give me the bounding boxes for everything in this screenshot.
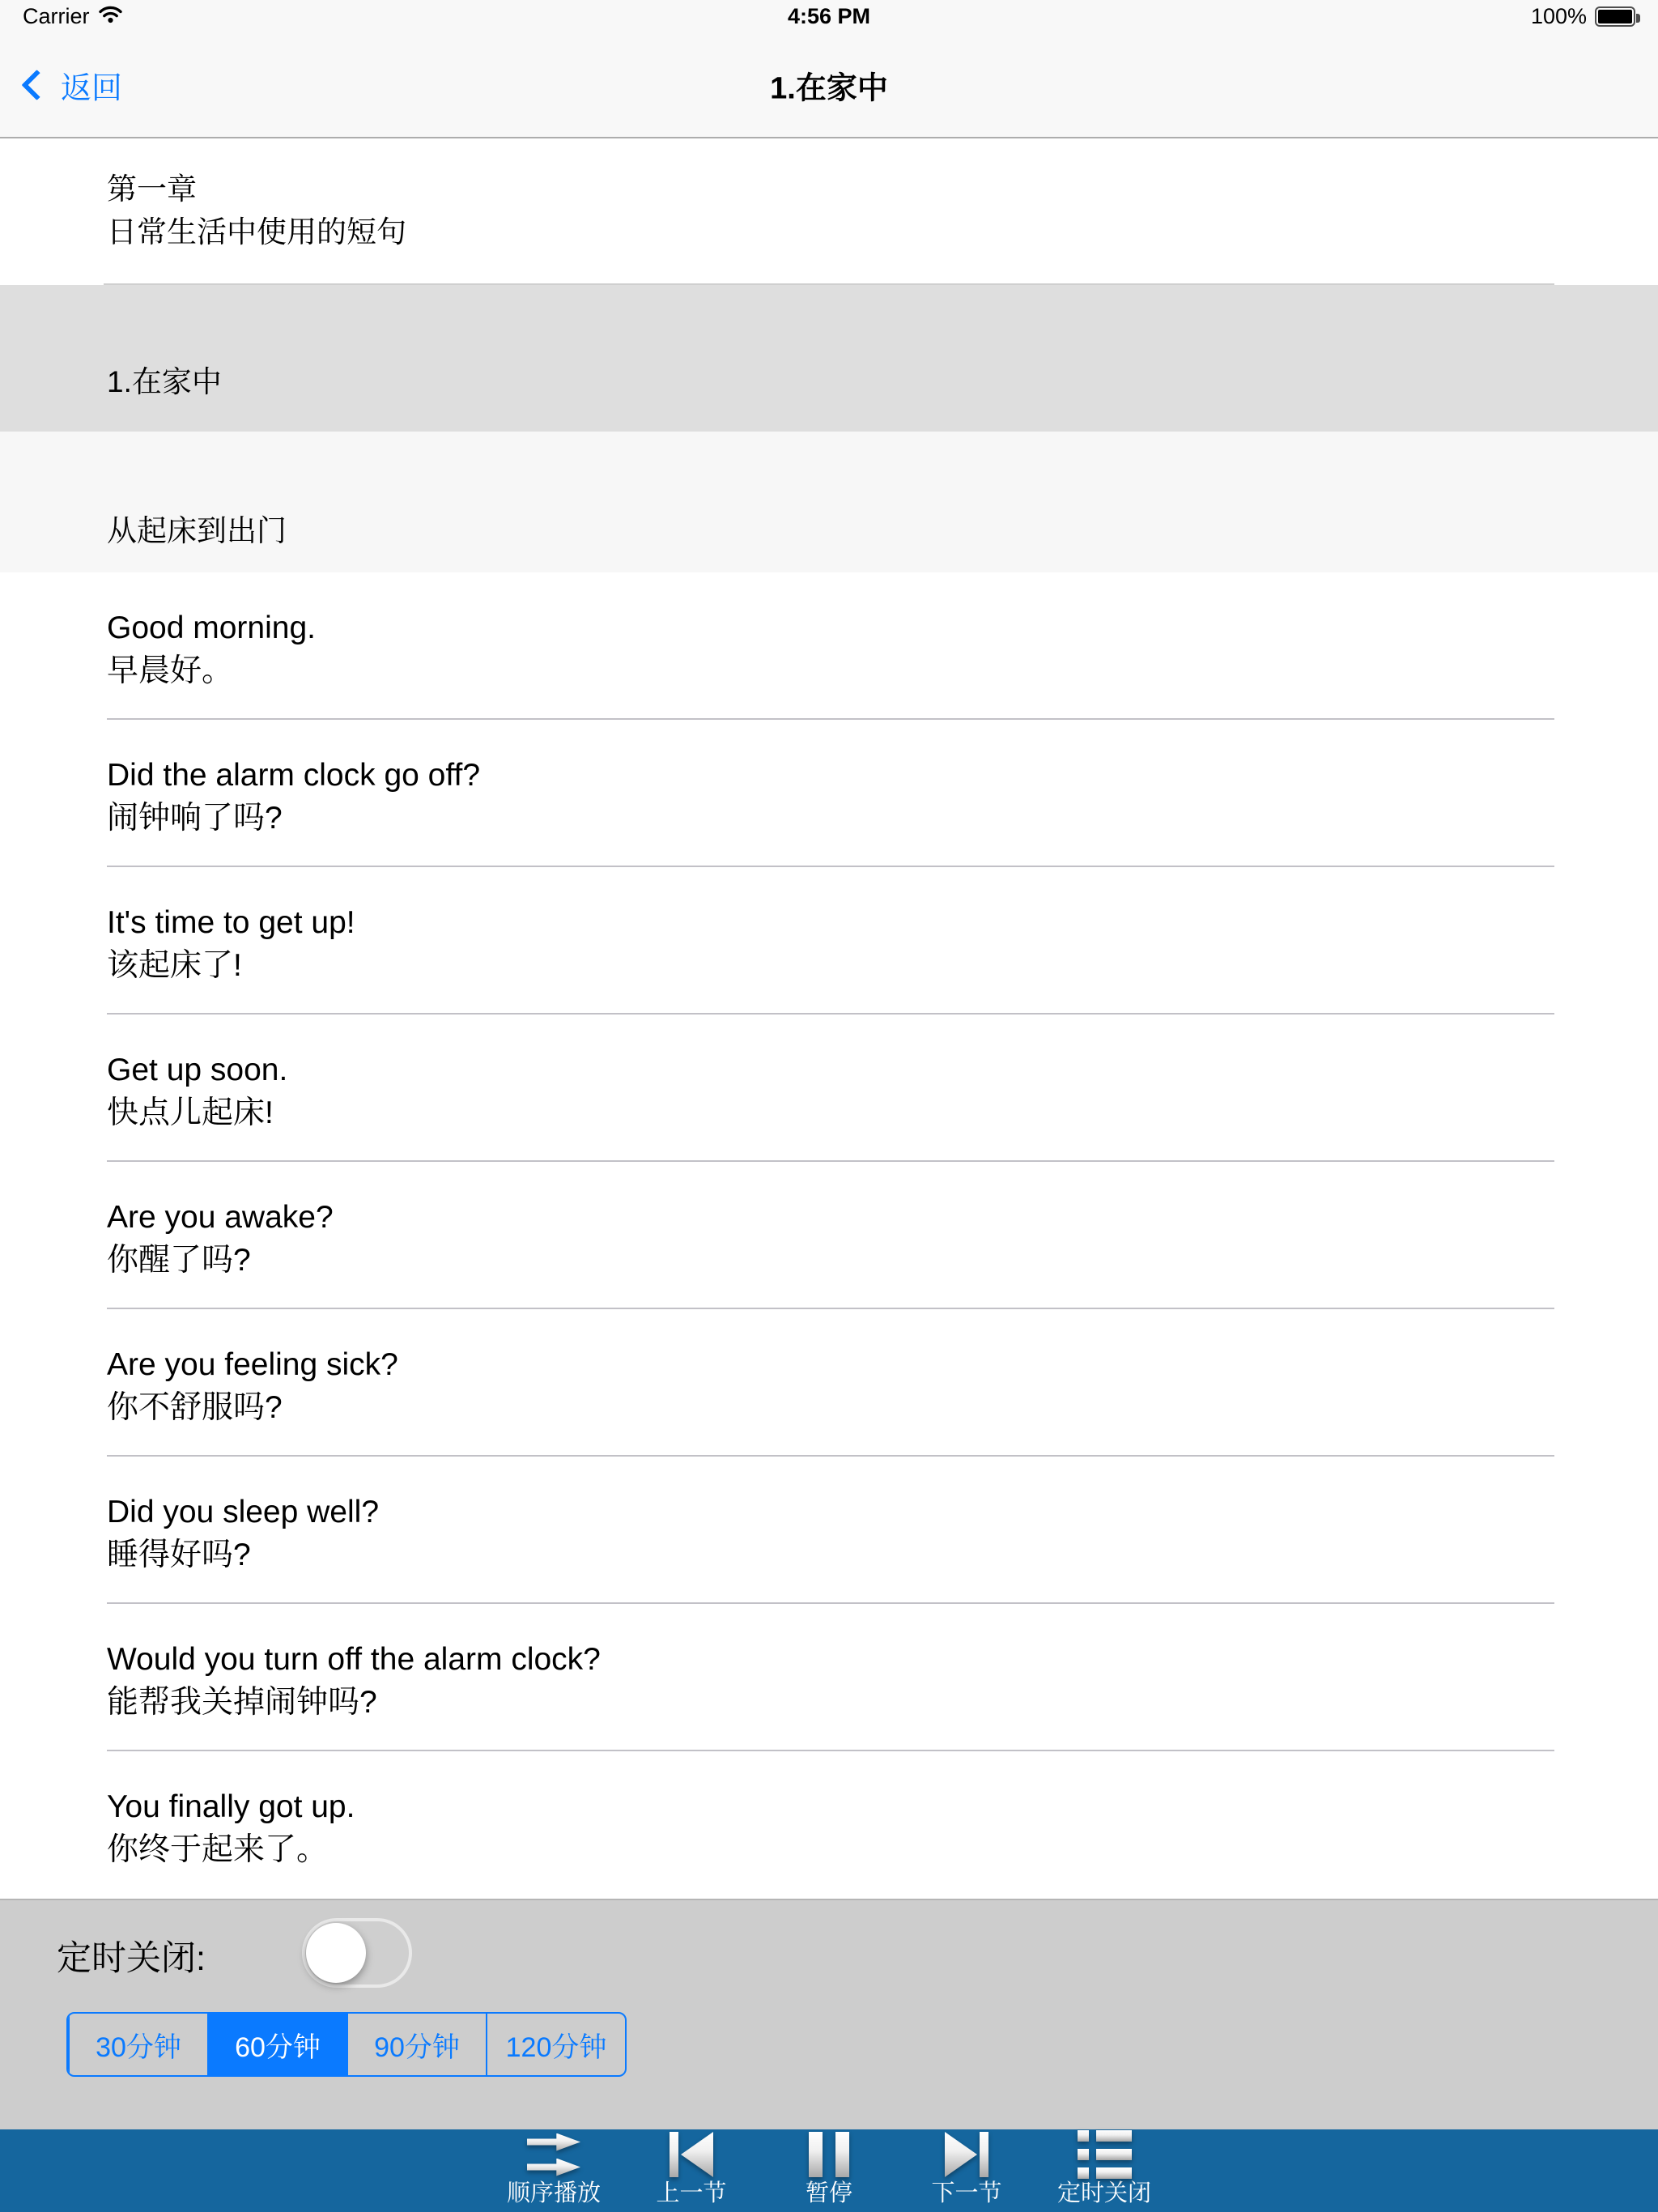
playback-toolbar: [0, 2129, 1658, 2212]
back-button-label: 返回: [61, 71, 123, 105]
timer-duration-button[interactable]: 90分钟: [346, 2014, 486, 2075]
phrase-row[interactable]: [0, 1604, 1658, 1751]
timer-off-label: 定时关闭:: [57, 1939, 206, 1978]
chapter-header: [0, 138, 1658, 285]
toolbar-item-label: 顺序播放: [506, 2180, 601, 2206]
sequence-play-button[interactable]: [485, 2129, 623, 2212]
status-bar: [0, 0, 1658, 32]
phrase-row[interactable]: [0, 1162, 1658, 1309]
phrase-chinese: 快点儿起床!: [107, 1095, 274, 1130]
section-title: 1.在家中: [107, 365, 222, 398]
timer-duration-button[interactable]: 30分钟: [68, 2014, 207, 2075]
battery-icon: [1595, 6, 1635, 27]
chapter-number: 第一章: [107, 172, 197, 206]
phrase-english: Did you sleep well?: [107, 1495, 380, 1529]
previous-section-button[interactable]: [623, 2129, 760, 2212]
clock: [0, 0, 1658, 32]
next-section-button[interactable]: [898, 2129, 1035, 2212]
nav-bar: [0, 32, 1658, 138]
phrase-row[interactable]: [0, 1015, 1658, 1162]
phrase-row[interactable]: [0, 867, 1658, 1015]
phrase-row[interactable]: [0, 1751, 1658, 1899]
battery-percent-label: 100%: [1530, 3, 1587, 28]
battery-nub: [1636, 14, 1640, 23]
phrase-english: It's time to get up!: [107, 905, 355, 940]
back-button[interactable]: [26, 62, 122, 107]
timer-off-button[interactable]: [1035, 2129, 1173, 2212]
status-left: [23, 4, 123, 29]
wifi-icon: [98, 4, 123, 29]
timer-duration-segmented-control: [66, 2012, 627, 2077]
chevron-left-icon: [21, 69, 52, 100]
phrase-english: Are you awake?: [107, 1200, 334, 1235]
timer-duration-button[interactable]: 60分钟: [207, 2014, 346, 2075]
section-header: [0, 285, 1658, 432]
toolbar-item-label: 上一节: [656, 2180, 727, 2206]
toolbar-item-label: 下一节: [931, 2180, 1002, 2206]
toolbar-item-label: 暂停: [805, 2180, 852, 2206]
phrase-english: Would you turn off the alarm clock?: [107, 1642, 601, 1677]
pause-icon: [809, 2131, 849, 2178]
sequence-play-icon: [527, 2131, 580, 2178]
phrase-english: You finally got up.: [107, 1789, 355, 1824]
status-right: [1531, 4, 1635, 29]
next-section-icon: [945, 2131, 988, 2178]
time-label: 4:56 PM: [787, 3, 871, 28]
phrase-chinese: 你醒了吗?: [107, 1243, 251, 1278]
phrase-list: [0, 572, 1658, 1899]
phrase-chinese: 早晨好。: [107, 653, 234, 688]
phrase-english: Good morning.: [107, 610, 316, 645]
pause-button[interactable]: [760, 2129, 898, 2212]
timer-duration-button[interactable]: 120分钟: [486, 2014, 625, 2075]
subsection-title: 从起床到出门: [107, 514, 287, 547]
battery-fill: [1598, 10, 1632, 23]
timer-panel: [0, 1899, 1658, 2129]
carrier-label: Carrier: [23, 3, 90, 28]
page-title: 1.在家中: [770, 71, 888, 105]
toolbar-item-label: 定时关闭: [1056, 2180, 1151, 2206]
phrase-row[interactable]: [0, 720, 1658, 867]
timer-toggle[interactable]: [302, 1918, 412, 1988]
previous-section-icon: [670, 2131, 713, 2178]
subsection-header: [0, 432, 1658, 572]
phrase-english: Get up soon.: [107, 1053, 288, 1087]
phrase-chinese: 睡得好吗?: [107, 1538, 251, 1572]
phrase-chinese: 能帮我关掉闹钟吗?: [107, 1685, 377, 1720]
phrase-english: Are you feeling sick?: [107, 1347, 398, 1382]
phrase-chinese: 闹钟响了吗?: [107, 801, 283, 836]
phrase-row[interactable]: [0, 572, 1658, 720]
phrase-row[interactable]: [0, 1457, 1658, 1604]
toggle-knob: [306, 1923, 366, 1983]
phrase-chinese: 你不舒服吗?: [107, 1390, 283, 1425]
timer-off-icon: [1078, 2131, 1132, 2178]
phrase-english: Did the alarm clock go off?: [107, 758, 481, 793]
phrase-chinese: 该起床了!: [107, 948, 242, 983]
chapter-title: 日常生活中使用的短句: [107, 215, 406, 249]
phrase-row[interactable]: [0, 1309, 1658, 1457]
phrase-chinese: 你终于起来了。: [107, 1832, 329, 1867]
